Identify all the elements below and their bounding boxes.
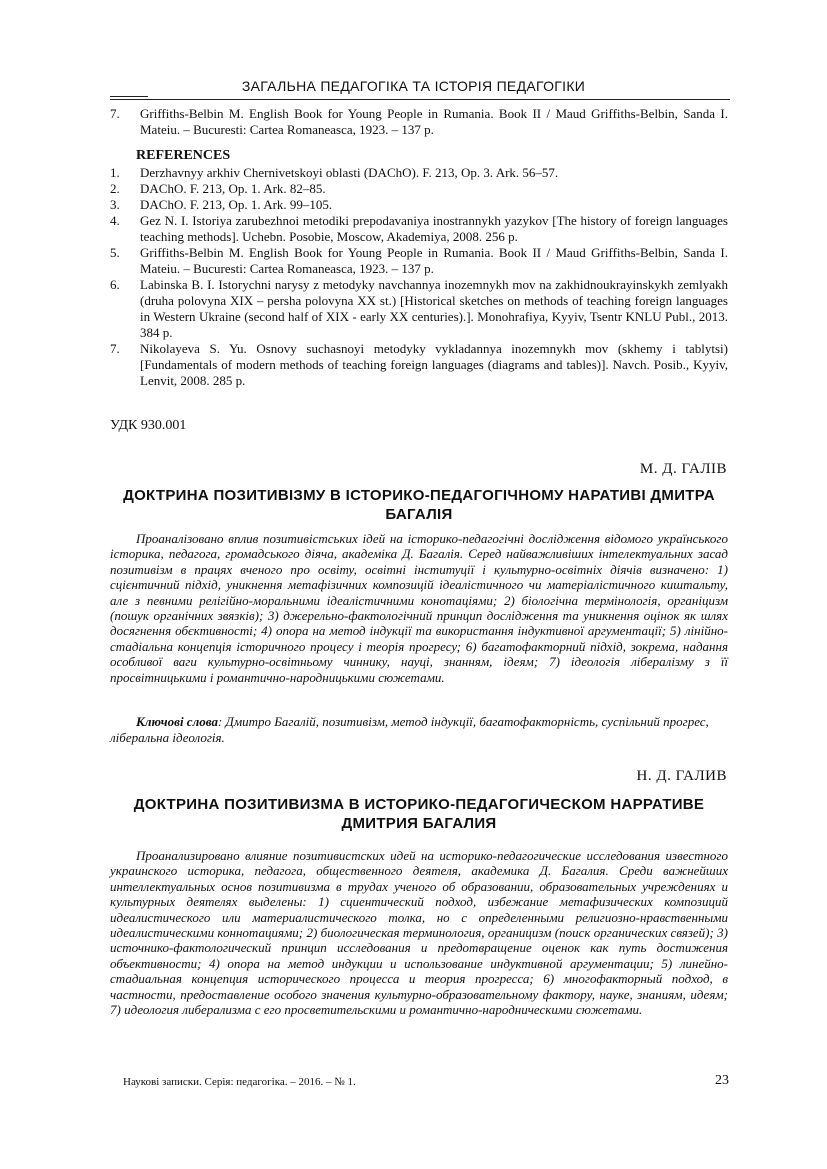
reference-number: 7. — [110, 106, 120, 121]
reference-number: 4. — [110, 213, 120, 228]
page-number: 23 — [715, 1073, 729, 1088]
reference-item — [110, 106, 728, 138]
running-header: ЗАГАЛЬНА ПЕДАГОГІКА ТА ІСТОРІЯ ПЕДАГОГІКИ — [241, 78, 586, 94]
reference-number: 6. — [110, 277, 120, 292]
abstract-ru: Проанализировано влияние позитивистских идей на историко-педагогические исследования известного украинского историка, педагога, общественного деятеля, академика Д. Багалия. Среди важнейших интеллектуальных основ позитивизма в трудах ученого об образовании, образовательных учреждениях и культурных деятелях выделены: 1) сциентический подход, избежание метафизических композиций идеалистического или материалистического толка, но с определенными религиозно-нравственными идеалистическими коннотациями; 2) биологическая терминология, органицизм (поиск органических связей); 3) источнико-фактологический принцип исследования и предотвращение оценок как путь достижения объективности; 4) опора на метод индукции и использование индуктивной аргументации; 5) линейно-стадиальная концепция исторического процесса и теория прогресса; 6) многофакторный подход, в частности, предоставление особого значения культурно-образовательному фактору, науке, знаниям, идеям; 7) идеология либерализма с его просветительскими и романтично-народническими сюжетами. — [110, 848, 728, 1018]
reference-text: Derzhavnyy arkhiv Chernivetskoyi oblasti (DAChO). F. 213, Op. 3. Ark. 56–57. — [140, 165, 559, 180]
reference-text: Gez N. I. Istoriya zarubezhnoi metodiki prepodavaniya inostrannykh yazykov [The history of foreign languages teaching methods]. Uchebn. Posobie, Moscow, Akademiya, 2008. 256 p. — [140, 213, 728, 244]
header-rule — [110, 99, 730, 100]
reference-list-top — [110, 106, 728, 389]
article-title-ru: ДОКТРИНА ПОЗИТИВИЗМА В ИСТОРИКО-ПЕДАГОГИЧЕСКОМ НАРРАТИВЕ ДМИТРИЯ БАГАЛИЯ — [133, 796, 705, 832]
reference-number: 3. — [110, 197, 120, 212]
reference-number: 1. — [110, 165, 120, 180]
reference-item — [110, 197, 728, 213]
reference-item — [110, 165, 728, 181]
reference-number: 5. — [110, 245, 120, 260]
udk-code: УДК 930.001 — [110, 418, 187, 433]
references-heading: REFERENCES — [136, 148, 231, 163]
reference-item — [110, 213, 728, 245]
reference-number: 7. — [110, 341, 120, 356]
reference-item — [110, 245, 728, 277]
reference-text: Griffiths-Belbin M. English Book for Young People in Rumania. Book II / Maud Griffiths-Belbin, Sanda I. Mateiu. – Bucuresti: Cartea Romaneasca, 1923. – 137 p. — [140, 245, 728, 276]
abstract-ua: Проаналізовано вплив позитивістських ідей на історико-педагогічні дослідження відомого українського історика, педагога, громадського діяча, академіка Д. Багалія. Серед найважливіших інтелектуальних засад позитивізм в працях вченого про освіту, освітні інституції і культурно-освітніх діячів визначено: 1) сцієнтичний підхід, уникнення метафізичних композицій ідеалістичного чи матеріалістичного киштальту, але з певними релігійно-моральними ідеалістичними конотаціями; 2) біологічна термінологія, органіцизм (пошук органічних звязків); 3) джерельно-фактологічний принцип дослідження та уникнення оцінок як шлях досягнення обєктивності; 4) опора на метод індукції та використання індуктивної аргументації; 5) лінійно-стадіальна концепція історичного процесу і теорія прогресу; 6) багатофакторний підхід, зокрема, надання особливої ваги культурно-освітньому чиннику, науці, знанням, ідеям; 7) ідеологія лібералізму з її просвітницькими і романтично-народницькими сюжетами. — [110, 531, 728, 685]
reference-text: Griffiths-Belbin M. English Book for Young People in Rumania. Book II / Maud Griffiths-Belbin, Sanda I. Mateiu. – Bucuresti: Cartea Romaneasca, 1923. – 137 p. — [140, 106, 728, 137]
author-ru: Н. Д. ГАЛИВ — [636, 768, 727, 784]
keywords-label: Ключові слова — [136, 714, 218, 729]
reference-item — [110, 277, 728, 341]
keywords-text: : Дмитро Багалій, позитивізм, метод індукції, багатофакторність, суспільний прогрес, ліберальна ідеологія. — [110, 714, 709, 745]
reference-item — [110, 181, 728, 197]
article-title-ua: ДОКТРИНА ПОЗИТИВІЗМУ В ІСТОРИКО-ПЕДАГОГІЧНОМУ НАРАТИВІ ДМИТРА БАГАЛІЯ — [123, 487, 715, 523]
journal-footer: Наукові записки. Серія: педагогіка. – 2016. – № 1. — [123, 1076, 356, 1088]
reference-item — [110, 341, 728, 389]
reference-text: DAChO. F. 213, Op. 1. Ark. 99–105. — [140, 197, 333, 212]
reference-text: DAChO. F. 213, Op. 1. Ark. 82–85. — [140, 181, 326, 196]
reference-text: Nikolayeva S. Yu. Osnovy suchasnoyi metodyky vykladannya inozemnykh mov (skhemy i tablytsi) [Fundamentals of modern methods of teaching foreign languages (diagrams and tables)]. Navch. Posib., Kyyiv, Lenvit, 2008. 285 p. — [140, 341, 728, 388]
reference-text: Labinska B. I. Istorychni narysy z metodyky navchannya inozemnykh mov na zakhidnoukrayinskykh zemlyakh (druha polovyna XIX – persha polovyna XX st.) [Historical sketches on methods of teaching foreign languages in Western Ukraine (second half of XIX - early XX centuries).]. Monohrafiya, Kyyiv, Tsentr KNLU Publ., 2013. 384 p. — [140, 277, 728, 340]
author-ua: М. Д. ГАЛІВ — [639, 461, 727, 477]
keywords-ua — [110, 714, 728, 746]
reference-number: 2. — [110, 181, 120, 196]
header-rule-accent — [110, 96, 148, 97]
